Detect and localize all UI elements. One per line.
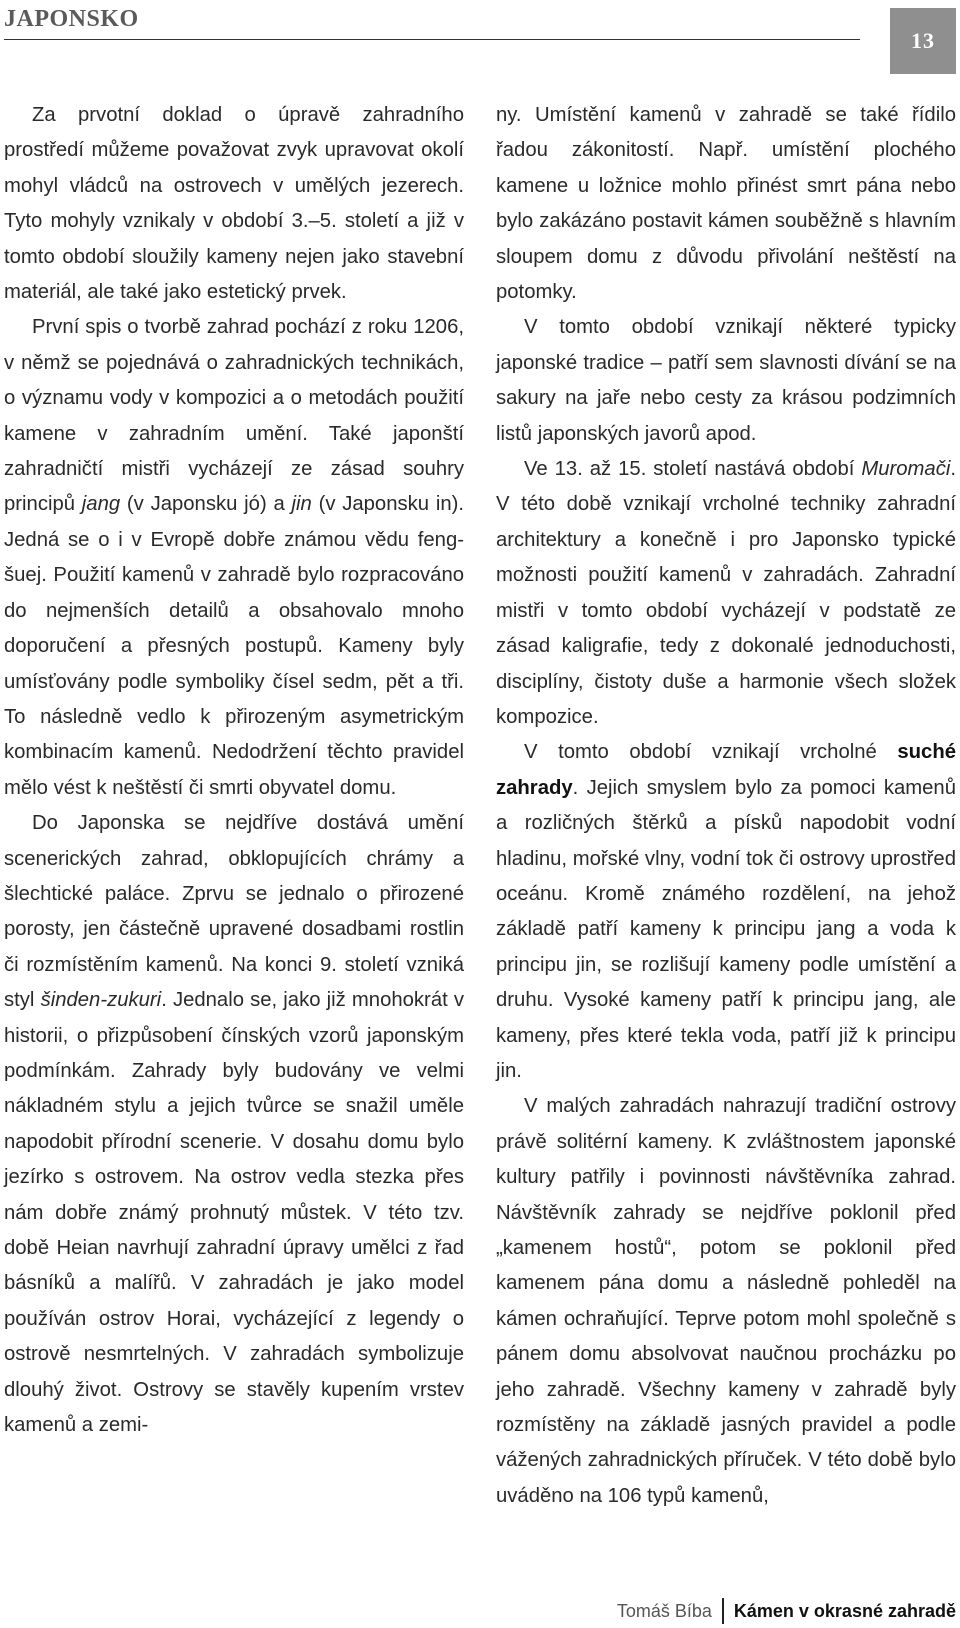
- text-run: . V této době vznikají vrcholné techniky zahradní architektury a konečně i pro Japonsko typické možnosti použití kamenů v zahradách. Zahradní mistři v tomto období vycházejí v podstatě ze zásad kaligrafie, tedy z dokonalé jednoduchosti, disciplíny, čistoty duše a harmonie všech složek kompozice.: [496, 458, 956, 728]
- text-run: Do Japonska se nejdříve dostává umění scenerických zahrad, obklopujících chrámy a šlechtické paláce. Zprvu se jednalo o přirozené porosty, jen částečně upravené dosadbami rostlin či rozmístěním kamenů. Na konci 9. století vzniká styl: [4, 812, 464, 1012]
- term-jin: jin: [291, 493, 312, 516]
- left-column: [4, 98, 464, 1443]
- text-run: Ve 13. až 15. století nastává období: [524, 458, 862, 481]
- paragraph: V malých zahradách nahrazují tradiční ostrovy právě solitérní kameny. K zvláštnostem japonské kultury patřily i povinnosti návštěvníka zahrad. Návštěvník zahrady se nejdříve poklonil před „kamenem hostů“, potom se poklonil před kamenem pána domu a následně pohleděl na kámen ochraňující. Teprve potom mohl společně s pánem domu absolvovat naučnou procházku po jeho zahradě. Všechny kameny v zahradě byly rozmístěny na základě jasných pravidel a podle vážených zahradnických příruček. V této době bylo uváděno na 106 typů kamenů,: [496, 1095, 956, 1507]
- text-run: První spis o tvorbě zahrad pochází z roku 1206, v němž se pojednává o zahradnických technikách, o významu vody v kompozici a o metodách použití kamene v zahradním umění. Také japonští zahradničtí mistři vycházejí ze zásad souhry principů: [4, 316, 464, 516]
- header-rule: [4, 39, 860, 40]
- page-footer: [617, 1597, 956, 1625]
- term-jang: jang: [81, 493, 121, 516]
- text-run: (v Japonsku in). Jedná se o i v Evropě dobře známou vědu feng-šuej. Použití kamenů v zahradě bylo rozpracováno do nejmenších detailů a obsahovalo mnoho doporučení a přesných postupů. Kameny byly umísťovány podle symboliky čísel sedm, pět a tři. To následně vedlo k přirozeným asymetrickým kombinacím kamenů. Nedodržení těchto pravidel mělo vést k neštěstí či smrti obyvatel domu.: [4, 493, 464, 799]
- page-number: 13: [890, 8, 956, 74]
- term-muromachi: Muromači: [861, 458, 951, 481]
- footer-separator: [722, 1598, 724, 1624]
- paragraph: [4, 310, 464, 806]
- right-column: [496, 98, 956, 1514]
- paragraph: [4, 806, 464, 1443]
- text-run: . Jednalo se, jako již mnohokrát v historii, o přizpůsobení čínských vzorů japonským podmínkám. Zahrady byly budovány ve velmi nákladném stylu a jejich tvůrce se snažil uměle napodobit přírodní scenerie. V dosahu domu bylo jezírko s ostrovem. Na ostrov vedla stezka přes nám dobře známý prohnutý můstek. V této tzv. době Heian navrhují zahradní úpravy umělci z řad básníků a malířů. V zahradách je jako model používán ostrov Horai, vycházející z legendy o ostrově nesmrtelných. V zahradách symbolizuje dlouhý život. Ostrovy se stavěly kupením vrstev kamenů a zemi-: [4, 989, 464, 1437]
- text-run: V tomto období vznikají vrcholné: [524, 741, 898, 764]
- term-dry-gardens: suché zahrady: [496, 741, 956, 799]
- running-header-title: JAPONSKO: [4, 6, 139, 32]
- term-shinden-zukuri: šinden-zukuri: [40, 989, 162, 1012]
- paragraph: [496, 735, 956, 1089]
- paragraph: V tomto období vznikají některé typicky japonské tradice – patří sem slavnosti dívání se na sakury na jaře nebo cesty za krásou podzimních listů japonských javorů apod.: [496, 316, 956, 445]
- text-run: (v Japonsku jó) a: [120, 493, 292, 516]
- paragraph-continued: ny. Umístění kamenů v zahradě se také řídilo řadou zákonitostí. Např. umístění plochého kamene u ložnice mohlo přinést smrt pána nebo bylo zakázáno postavit kámen souběžně s hlavním sloupem domu z důvodu přivolání neštěstí na potomky.: [496, 104, 956, 304]
- text-run: . Jejich smyslem bylo za pomoci kamenů a rozličných štěrků a písků napodobit vodní hladinu, mořské vlny, vodní tok či ostrovy uprostřed oceánu. Kromě známého rozdělení, na jehož základě patří kameny k principu jang a voda k principu jin, se rozlišují kameny podle umístění a druhu. Vysoké kameny patří k principu jang, ale kameny, přes které tekla voda, patří již k principu jin.: [496, 776, 956, 1082]
- paragraph: Za prvotní doklad o úpravě zahradního prostředí můžeme považovat zvyk upravovat okolí mohyl vládců na ostrovech v umělých jezerech. Tyto mohyly vznikaly v období 3.–5. století a již v tomto období sloužily kameny nejen jako stavební materiál, ale také jako estetický prvek.: [4, 104, 464, 304]
- footer-book-title: Kámen v okrasné zahradě: [733, 1600, 956, 1621]
- paragraph: [496, 452, 956, 735]
- footer-author: Tomáš Bíba: [616, 1600, 712, 1621]
